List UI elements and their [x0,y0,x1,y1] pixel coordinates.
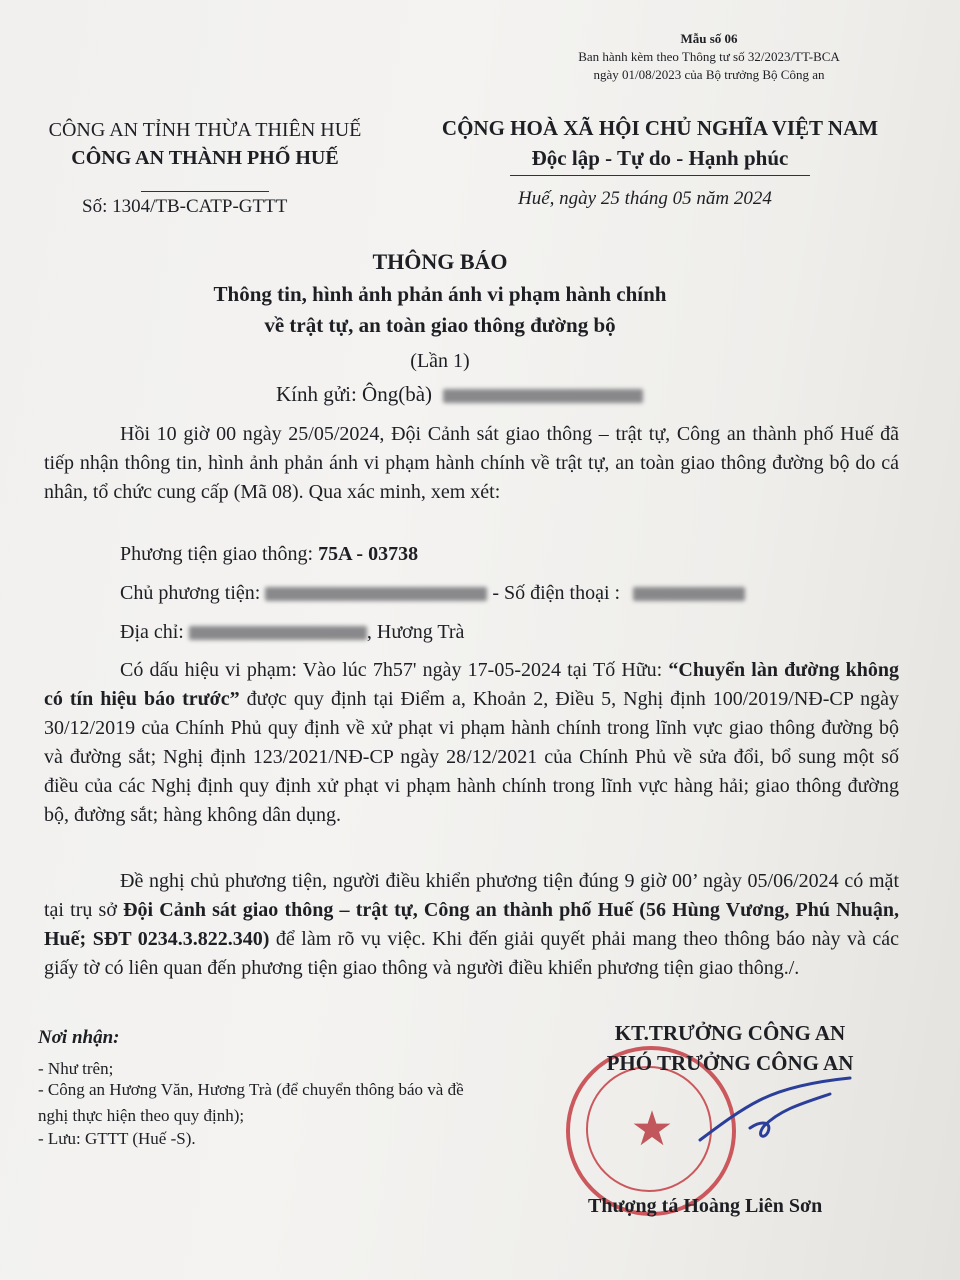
signer-title [580,1018,880,1078]
owner-label: Chủ phương tiện: [120,582,266,604]
divider [141,191,269,192]
addressee-label: Kính gửi: Ông(bà) [276,382,433,406]
signer-title-line1: KT.TRƯỞNG CÔNG AN [614,1021,846,1045]
document-date: Huế, ngày 25 tháng 05 năm 2024 [518,188,772,209]
document-subtitle-2: về trật tự, an toàn giao thông đường bộ [264,313,616,337]
vehicle-plate: 75A - 03738 [318,543,419,565]
document-subtitle-1: Thông tin, hình ảnh phản ánh vi phạm hành chính [213,282,667,306]
address-tail: , Hương Trà [366,621,465,643]
redacted-address [189,626,367,640]
nation-title: CỘNG HOÀ XÃ HỘI CHỦ NGHĨA VIỆT NAM [441,116,879,140]
request-intro: Đề nghị chủ phương tiện, người điều khiển phương tiện đúng 9 giờ 00’ ngày 05/06/2024 có mặt tại trụ sở [44,870,899,921]
phone-label: - Số điện thoại : [487,582,626,604]
redacted-name [443,389,643,403]
paragraph-violation [44,656,899,830]
form-issued-line2: ngày 01/08/2023 của Bộ trưởng Bộ Công an [593,67,825,82]
divider [510,175,810,176]
paragraph-request [44,867,899,983]
nation-motto: Độc lập - Tự do - Hạnh phúc [531,146,789,170]
document-title: THÔNG BÁO [372,249,508,274]
addressee [276,382,643,407]
recipient-2: - Công an Hương Văn, Hương Trà (để chuyển thông báo và đề nghị thực hiện theo quy định); [38,1080,464,1125]
recipient-3: - Lưu: GTTT (Huế -S). [38,1129,196,1148]
recipient-1: - Như trên; [38,1059,114,1078]
header-right [410,113,910,176]
star-emblem-icon: ★ [630,1103,674,1156]
violation-intro: Có dấu hiệu vi phạm: Vào lúc 7h57' ngày 17-05-2024 tại Tố Hữu: [120,659,669,681]
recipients-title: Nơi nhận: [38,1027,120,1048]
redacted-phone [633,587,745,601]
agency-parent: CÔNG AN TỈNH THỪA THIÊN HUẾ [48,119,362,141]
owner-line [120,582,745,605]
handwritten-signature [690,1070,890,1160]
violation-name: “Chuyển làn đường không có tín hiệu báo trước” [44,659,900,710]
signer-name: Thượng tá Hoàng Liên Sơn [588,1195,823,1217]
header-left [20,116,390,200]
request-location: Đội Cảnh sát giao thông – trật tự, Công an thành phố Huế (56 Hùng Vương, Phú Nhuận, Huế; SĐT 0234.3.822.340) [44,899,899,950]
address-label: Địa chỉ: [120,621,189,643]
form-info [540,30,878,84]
signer-title-line2: PHÓ TRƯỞNG CÔNG AN [606,1051,854,1075]
form-number: Mẫu số 06 [680,31,738,46]
violation-legal-basis: được quy định tại Điểm a, Khoản 2, Điều 5, Nghị định 100/2019/NĐ-CP ngày 30/12/2019 của Chính Phủ quy định về xử phạt vi phạm hành chính trong lĩnh vực giao thông đường bộ và đường sắt; Nghị định 123/2021/NĐ-CP ngày 28/12/2021 của Chính Phủ về sửa đổi, bổ sung một số điều của các Nghị định quy định xử phạt vi phạm hành chính trong lĩnh vực hàng hải; giao thông đường bộ, đường sắt; hàng không dân dụng. [44,688,899,826]
agency-name: CÔNG AN THÀNH PHỐ HUẾ [71,147,339,169]
vehicle-label: Phương tiện giao thông: [120,543,319,565]
issue-count: (Lần 1) [410,350,470,372]
request-details: để làm rõ vụ việc. Khi đến giải quyết phải mang theo thông báo này và các giấy tờ có liên quan đến phương tiện giao thông và người điều khiển phương tiện giao thông./. [44,928,899,979]
address-line [120,621,464,644]
paragraph-intro: Hồi 10 giờ 00 ngày 25/05/2024, Đội Cảnh sát giao thông – trật tự, Công an thành phố Huế đã tiếp nhận thông tin, hình ảnh phản ánh vi phạm hành chính về trật tự, an toàn giao thông đường bộ do cá nhân, tổ chức cung cấp (Mã 08). Qua xác minh, xem xét: [44,423,899,503]
redacted-owner [265,587,487,601]
vehicle-line [120,543,418,566]
document-number: Số: 1304/TB-CATP-GTTT [82,196,288,217]
form-issued-line1: Ban hành kèm theo Thông tư số 32/2023/TT-BCA [578,49,840,64]
